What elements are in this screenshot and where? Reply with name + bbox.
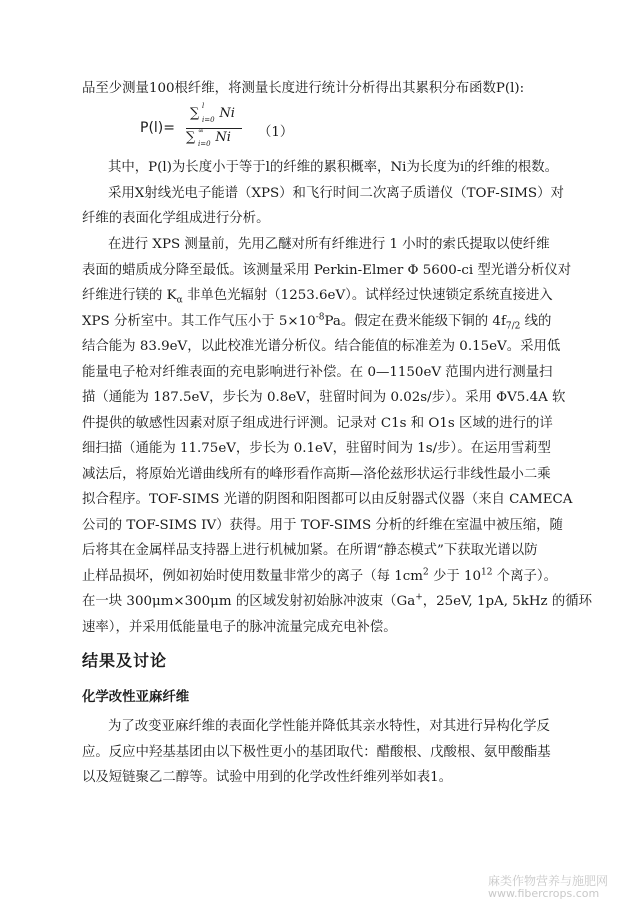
paragraph-line: 其中，P(l)为长度小于等于l的纤维的累积概率，Ni为长度为i的纤维的根数。 [108,160,559,175]
numerator-lower-limit: i=0 [202,116,215,124]
paragraph-line: 速率），并采用低能量电子的脉冲流量完成充电补偿。 [82,620,397,635]
equation-number: （1） [258,125,294,140]
formula-numerator [190,102,235,124]
watermark-url: www.fibercrops.com [488,887,600,900]
paragraph-line [82,568,562,586]
paragraph-line: 描（通能为 187.5eV，步长为 0.8eV，驻留时间为 0.02s/步）。采用 ΦV5.4A 软 [82,390,566,405]
text-run: XPS 分析室中。其工作气压小于 5×10 [82,314,316,329]
paragraph-line: 公司的 TOF-SIMS IV）获得。用于 TOF-SIMS 分析的纤维在室温中被压缩，随 [82,518,563,533]
section-heading: 结果及讨论 [82,651,168,670]
text-run: 少于 10 [428,569,482,584]
paragraph-line: 能量电子枪对纤维表面的充电影响进行补偿。在 0—1150eV 范围内进行测量扫 [82,365,553,380]
paragraph-line [82,287,562,305]
paragraph-line [82,313,562,331]
paragraph-line: 以及短链聚乙二醇等。试验中用到的化学改性纤维列举如表1。 [82,770,453,785]
paragraph-line: 件提供的敏感性因素对原子组成进行评测。记录对 C1s 和 O1s 区域的进行的详 [82,416,553,431]
denominator-variable: Ni [215,130,231,145]
paragraph-line: 纤维的表面化学组成进行分析。 [82,211,270,226]
paragraph-line: 在进行 XPS 测量前，先用乙醚对所有纤维进行 1 小时的索氏提取以使纤维 [108,237,550,252]
paragraph-line: 拟合程序。TOF-SIMS 光谱的阴图和阳图都可以由反射器式仪器（来自 CAMECA [82,492,573,507]
denominator-sum: ∑ [186,130,196,145]
paragraph-line: 为了改变亚麻纤维的表面化学性能并降低其亲水特性，对其进行异构化学反 [108,719,550,734]
paragraph-line [82,592,593,611]
text-run: 纤维进行镁的 K [82,288,177,303]
fraction-bar [186,128,242,129]
paragraph-line: 后将其在金属样品支持器上进行机械加紧。在所谓“静态模式”下获取光谱以防 [82,543,538,558]
text-run: 个离子）。 [492,569,558,584]
paragraph-line: 品至少测量100根纤维，将测量长度进行统计分析得出其累积分布函数P(l): [82,81,525,96]
denominator-lower-limit: i=0 [198,140,211,148]
superscript: -8 [315,312,325,323]
text-run: 线的 [520,314,552,329]
formula-lhs: P(l)= [140,120,175,136]
text-run: 在一块 300μm×300μm 的区域发射初始脉冲波束（Ga [82,594,416,609]
subscript: α [176,295,183,306]
numerator-sum: ∑ [190,106,200,121]
paragraph-line: 表面的蜡质成分降至最低。该测量采用 Perkin-Elmer Φ 5600-ci 型光谱分析仪对 [82,263,572,278]
superscript: 12 [481,567,493,578]
subscript: 7/2 [505,321,521,332]
watermark-text: 麻类作物营养与施肥网 [488,874,609,888]
text-run: Pa。假定在费米能级下铜的 4f [324,314,506,329]
superscript: + [415,592,423,603]
subsection-heading: 化学改性亚麻纤维 [82,689,190,705]
text-run: 非单色光辐射（1253.6eV）。试样经过快速锁定系统直接进入 [182,288,553,303]
paragraph-line: 细扫描（通能为 11.75eV，步长为 0.1eV，驻留时间为 1s/步）。在运用雪莉型 [82,441,551,456]
paragraph-line: 应。反应中羟基基团由以下极性更小的基团取代：醋酸根、戊酸根、氨甲酸酯基 [82,745,551,760]
paragraph-line: 采用X射线光电子能谱（XPS）和飞行时间二次离子质谱仪（TOF-SIMS）对 [108,186,564,201]
numerator-variable: Ni [219,106,235,121]
denominator-upper-limit: ∞ [198,127,204,135]
text-run: ，25eV, 1pA, 5kHz 的循环 [422,594,593,609]
numerator-upper-limit: l [202,102,205,110]
formula-denominator [186,127,231,148]
paragraph-line: 减法后，将原始光谱曲线所有的峰形看作高斯—洛伦兹形状运行非线性最小二乘 [82,467,551,482]
superscript: 2 [422,567,429,578]
paragraph-line: 结合能为 83.9eV，以此校准光谱分析仪。结合能值的标准差为 0.15eV。采用低 [82,339,561,354]
text-run: 止样品损坏，例如初始时使用数量非常少的离子（每 1cm [82,569,423,584]
